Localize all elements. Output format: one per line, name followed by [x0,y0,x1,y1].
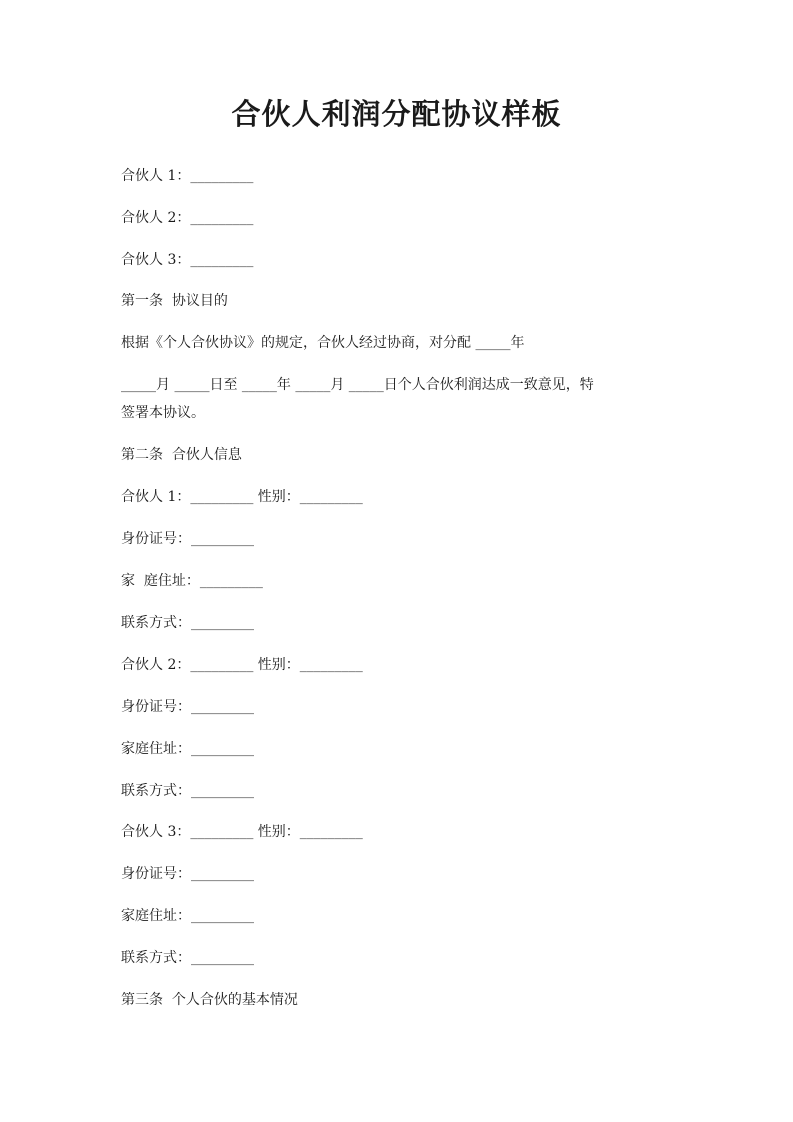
partner-3-line: 合伙人 3：_________ [121,252,254,268]
home-address-line: 家 庭住址：_________ [121,573,263,589]
document-title: 合伙人利润分配协议样板 [231,97,562,131]
partner-2-gender-line: 合伙人 2：_________ 性别：_________ [121,657,363,673]
partner-1-gender-line: 合伙人 1：_________ 性别：_________ [121,489,363,505]
home-address-line: 家庭住址：_________ [121,908,254,924]
article-1-paragraph-line: 根据《个人合伙协议》的规定，合伙人经过协商，对分配 _____年 [121,335,525,351]
partner-3-gender-line: 合伙人 3：_________ 性别：_________ [121,824,363,840]
article-1-paragraph-line: 签署本协议。 [121,405,205,421]
partner-1-line: 合伙人 1：_________ [121,168,254,184]
contact-line: 联系方式：_________ [121,783,254,799]
article-2-heading: 第二条 合伙人信息 [121,447,242,463]
article-1-paragraph-line: _____月 _____日至 _____年 _____月 _____日个人合伙利润达成一致意见，特 [121,377,594,393]
article-1-heading: 第一条 协议目的 [121,293,228,309]
partner-2-line: 合伙人 2：_________ [121,210,254,226]
id-number-line: 身份证号：_________ [121,699,254,715]
id-number-line: 身份证号：_________ [121,866,254,882]
contact-line: 联系方式：_________ [121,950,254,966]
id-number-line: 身份证号：_________ [121,531,254,547]
article-3-heading: 第三条 个人合伙的基本情况 [121,992,298,1008]
contact-line: 联系方式：_________ [121,615,254,631]
home-address-line: 家庭住址：_________ [121,741,254,757]
